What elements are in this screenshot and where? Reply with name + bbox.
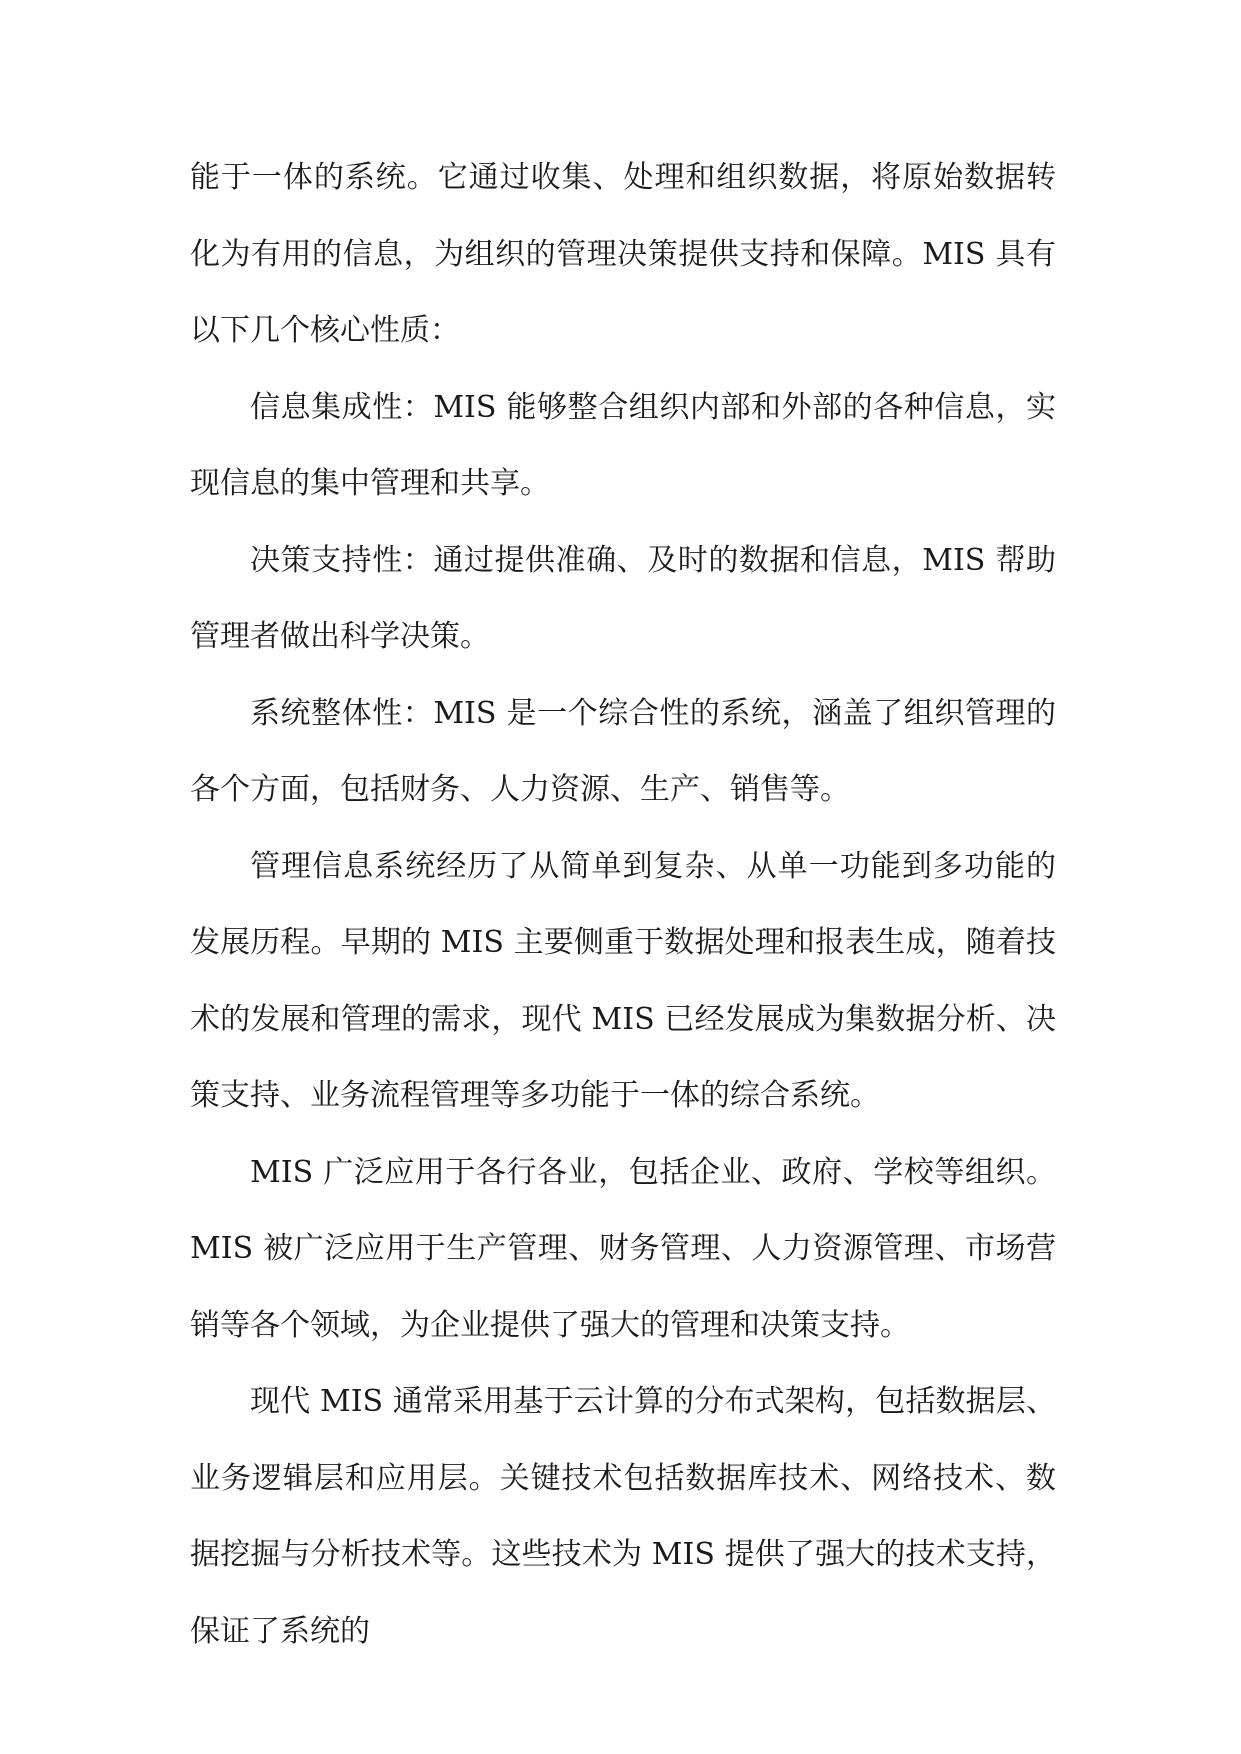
paragraph-architecture: 现代 MIS 通常采用基于云计算的分布式架构，包括数据层、业务逻辑层和应用层。关键技术包括数据库技术、网络技术、数据挖掘与分析技术等。这些技术为 MIS 提供了强大的技术支持，保证了系统的: [190, 1384, 1056, 1649]
paragraph-decision-support: 决策支持性：通过提供准确、及时的数据和信息，MIS 帮助管理者做出科学决策。: [190, 542, 1056, 654]
paragraph-development-history: 管理信息系统经历了从简单到复杂、从单一功能到多功能的发展历程。早期的 MIS 主要侧重于数据处理和报表生成，随着技术的发展和管理的需求，现代 MIS 已经发展成为集数据分析、决策支持、业务流程管理等多功能于一体的综合系统。: [190, 848, 1056, 1113]
paragraph-continuation: 能于一体的系统。它通过收集、处理和组织数据，将原始数据转化为有用的信息，为组织的管理决策提供支持和保障。MIS 具有以下几个核心性质：: [190, 160, 1056, 348]
paragraph-system-integrity: 系统整体性：MIS 是一个综合性的系统，涵盖了组织管理的各个方面，包括财务、人力资源、生产、销售等。: [190, 695, 1056, 807]
paragraph-applications: MIS 广泛应用于各行各业，包括企业、政府、学校等组织。MIS 被广泛应用于生产管理、财务管理、人力资源管理、市场营销等各个领域，为企业提供了强大的管理和决策支持。: [190, 1154, 1056, 1343]
paragraph-information-integration: 信息集成性：MIS 能够整合组织内部和外部的各种信息，实现信息的集中管理和共享。: [190, 389, 1056, 501]
document-body: [190, 140, 1056, 1670]
